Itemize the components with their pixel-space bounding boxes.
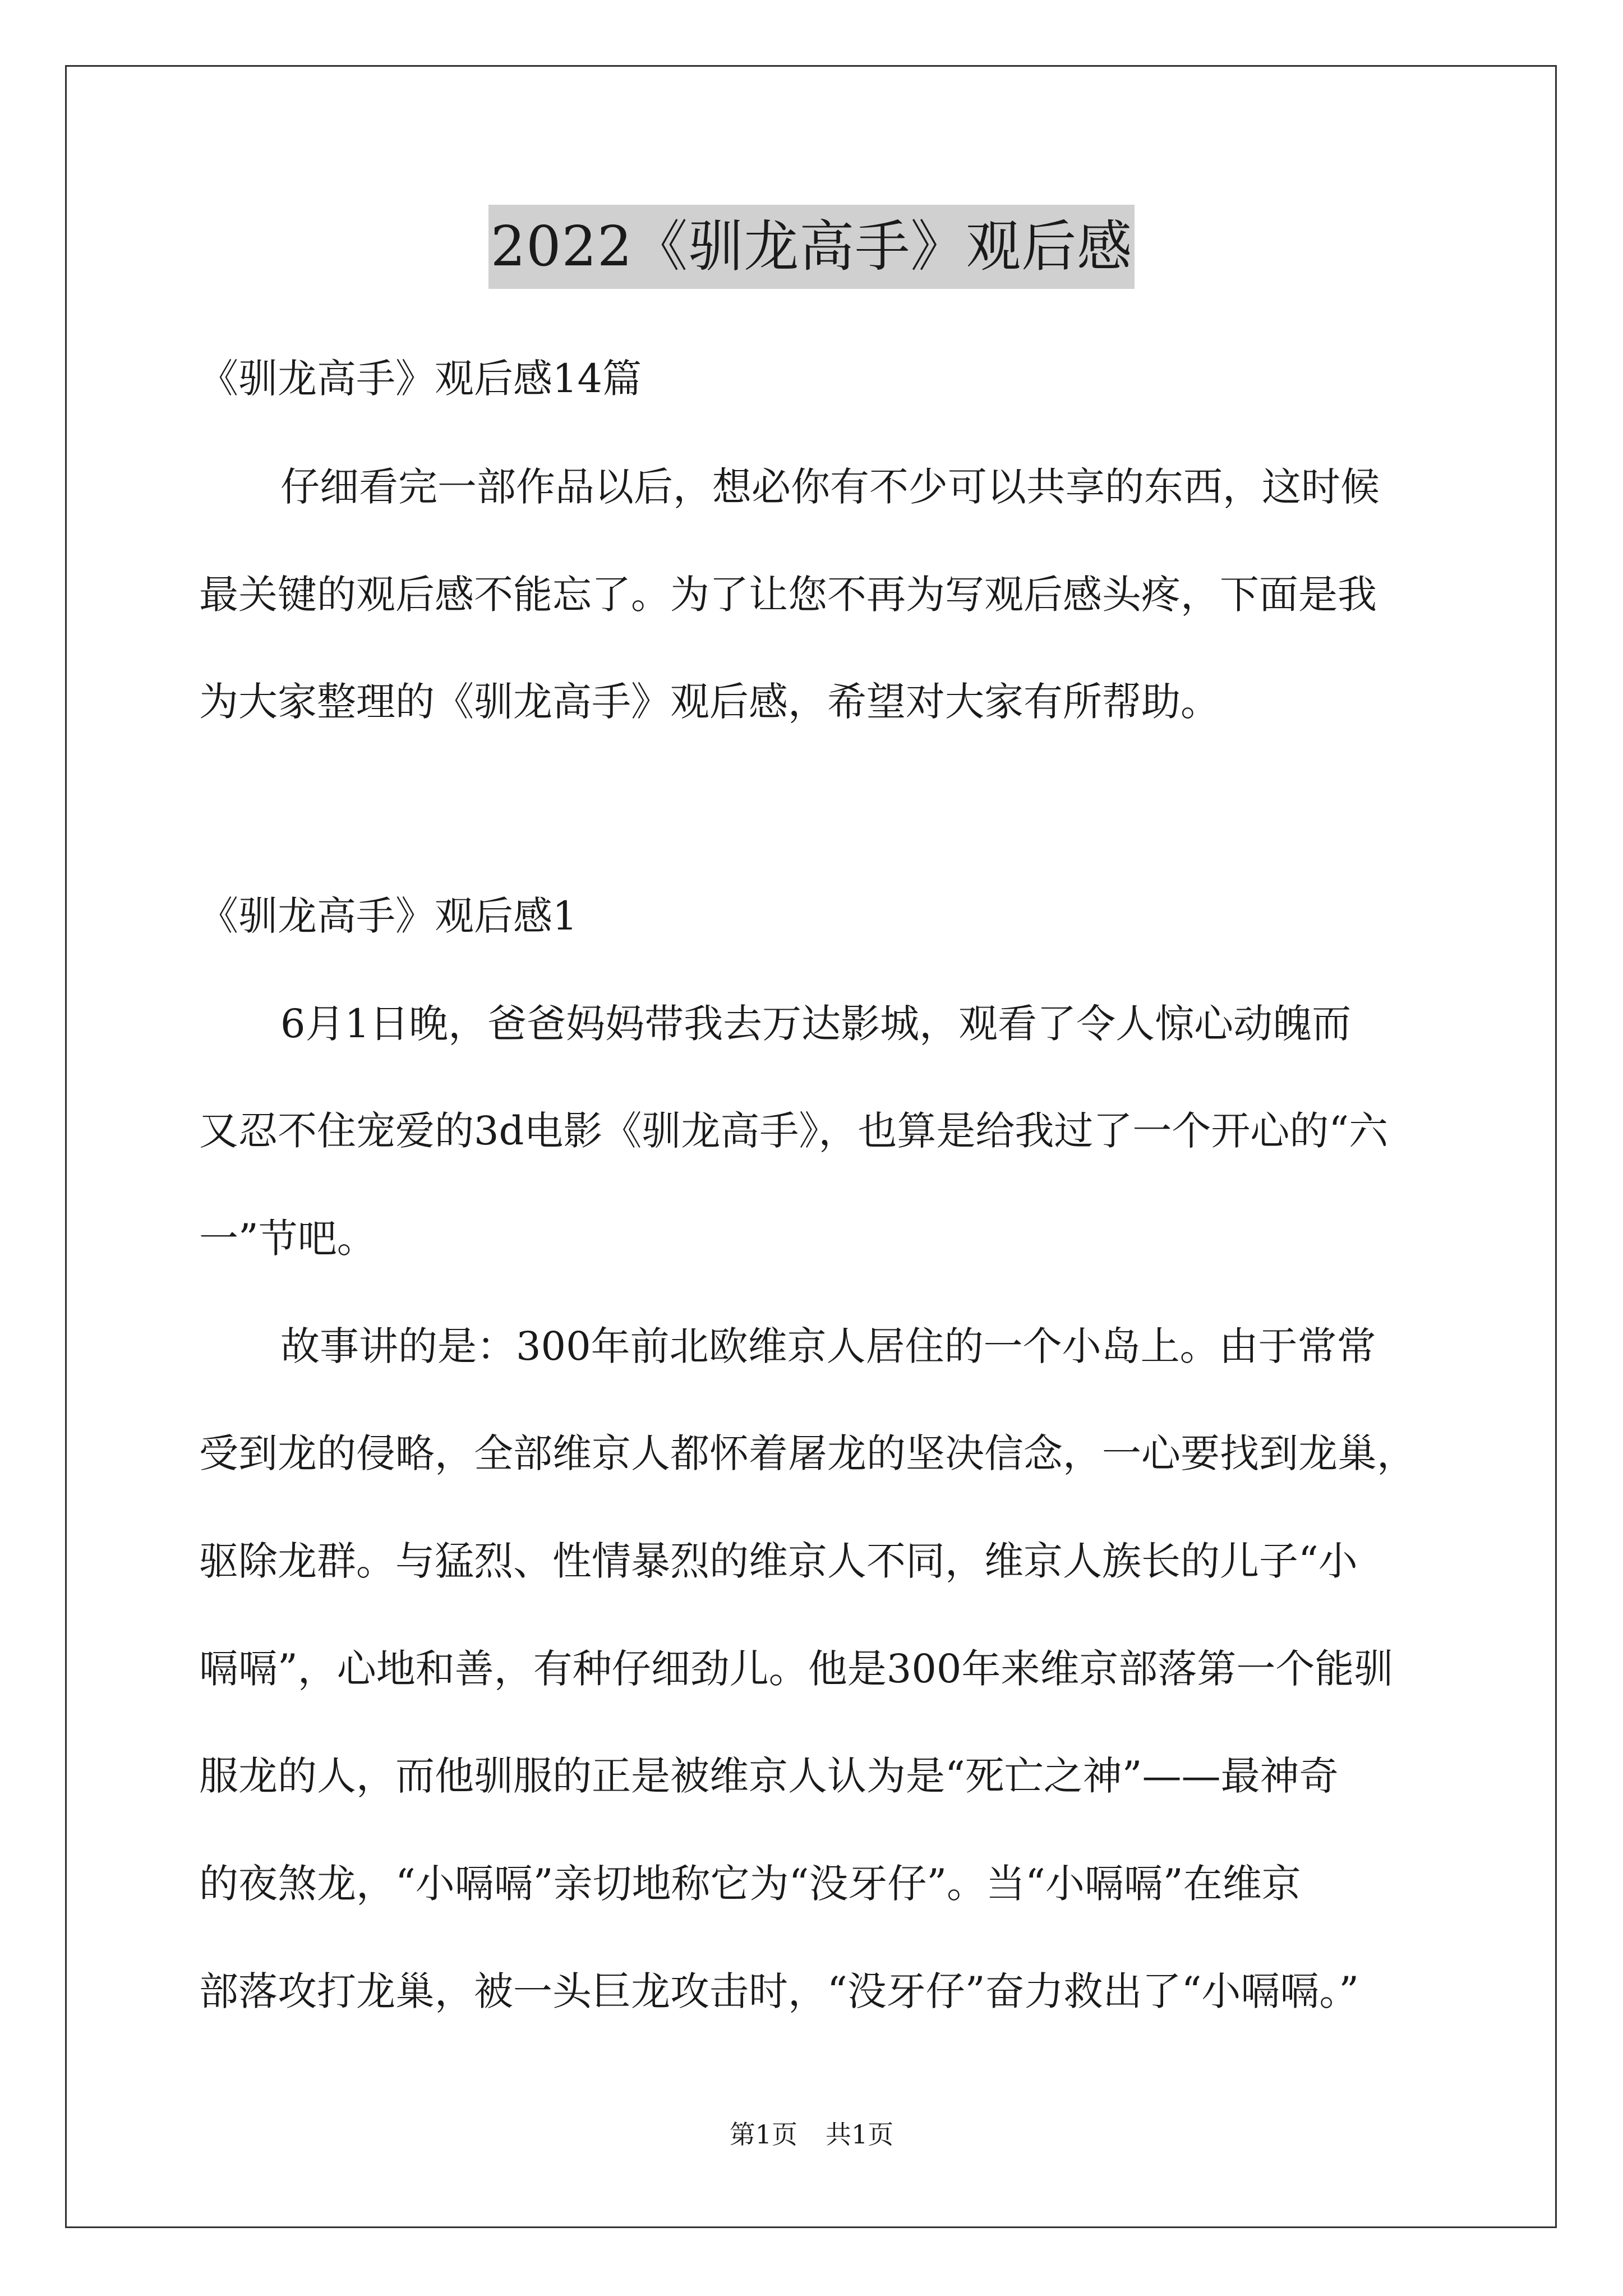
section-heading: 《驯龙高手》观后感1 (199, 893, 578, 939)
para2-line-5: 服龙的人，而他驯服的正是被维京人认为是“死亡之神”——最神奇 (199, 1753, 1339, 1799)
para2-line-7: 部落攻打龙巢，被一头巨龙攻击时，“没牙仔”奋力救出了“小嗝嗝。” (199, 1968, 1359, 2014)
para2-line-4: 嗝嗝”，心地和善，有种仔细劲儿。他是300年来维京部落第一个能驯 (199, 1646, 1394, 1692)
page-number: 第1页 (729, 2119, 797, 2150)
subtitle: 《驯龙高手》观后感14篇 (199, 356, 642, 402)
document-title: 2022《驯龙高手》观后感 (488, 205, 1135, 289)
page-footer (0, 2118, 1623, 2151)
para2-line-1: 故事讲的是：300年前北欧维京人居住的一个小岛上。由于常常 (280, 1323, 1376, 1369)
intro-line-2: 最关键的观后感不能忘了。为了让您不再为写观后感头疼，下面是我 (199, 572, 1377, 618)
para1-line-2: 又忍不住宠爱的3d电影《驯龙高手》，也算是给我过了一个开心的“六 (199, 1108, 1389, 1154)
para1-line-1: 6月1日晚，爸爸妈妈带我去万达影城，观看了令人惊心动魄而 (280, 1001, 1352, 1047)
para1-line-3: 一”节吧。 (199, 1216, 376, 1262)
intro-line-3: 为大家整理的《驯龙高手》观后感，希望对大家有所帮助。 (199, 679, 1220, 725)
page-total: 共1页 (826, 2119, 894, 2150)
para2-line-6: 的夜煞龙，“小嗝嗝”亲切地称它为“没牙仔”。当“小嗝嗝”在维京 (199, 1861, 1301, 1907)
para2-line-3: 驱除龙群。与猛烈、性情暴烈的维京人不同，维京人族长的儿子“小 (199, 1538, 1358, 1584)
intro-line-1: 仔细看完一部作品以后，想必你有不少可以共享的东西，这时候 (280, 464, 1380, 510)
title-container (0, 205, 1623, 289)
para2-line-2: 受到龙的侵略，全部维京人都怀着屠龙的坚决信念，一心要找到龙巢， (199, 1430, 1416, 1476)
